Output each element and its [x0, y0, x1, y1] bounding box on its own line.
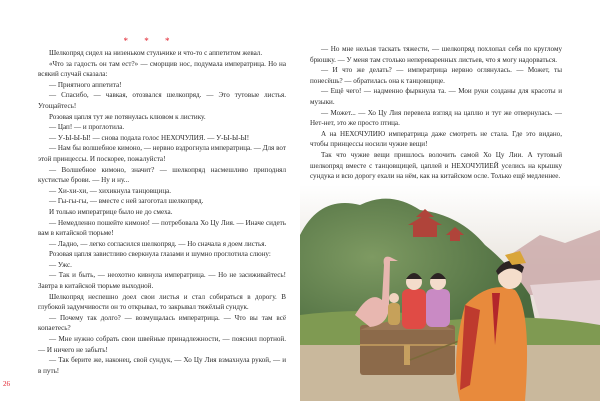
- section-separator: * * *: [123, 36, 177, 46]
- paragraph: — Но мне нельзя таскать тяжести, — шелкопряд похлопал себя по круглому брюшку. — У меня там столько непереваренных листьев, что я могу надорваться.: [310, 45, 562, 64]
- paragraph: — Так берите же, наконец, свой сундук, — Хо Цу Лия взмахнула рукой, — и в путь!: [38, 356, 286, 375]
- illustration-svg: [300, 185, 600, 401]
- paragraph: — Ладно, — легко согласился шелкопряд. — Но сначала я доем листья.: [49, 239, 267, 248]
- paragraph: Шелкопряд неспешно доел свои листья и стал собираться в дорогу. В глубокой задумчивости он то открывал, то закрывал тяжёлый сундук.: [38, 292, 286, 312]
- page-number: 26: [3, 380, 10, 388]
- paragraph: — Хи-хи-хи, — хихикнула танцовщица.: [49, 186, 172, 195]
- paragraph: — Спасибо, — чавкая, отозвался шелкопряд. — Это тутовые листья. Угощайтесь!: [38, 91, 286, 110]
- paragraph: — Ужс.: [49, 260, 72, 269]
- paragraph: — Ещё чего! — надменно фыркнула та. — Мои руки созданы для красоты и музыки.: [310, 87, 562, 106]
- paragraph: — Почему так долго? — возмущалась императрица. — Что вы там всё копаетесь?: [38, 313, 286, 333]
- paragraph: — Немедленно пошейте кимоно! — потребовала Хо Цу Лия. — Иначе сидеть вам в китайской тюрьме!: [38, 218, 286, 238]
- paragraph: А на НЕХОЧУЛИЮ императрица даже смотреть не стала. Где это видано, чтобы принцессы носили чужие вещи!: [310, 129, 562, 149]
- paragraph: — Цап! — и проглотила.: [49, 123, 125, 132]
- paragraph: И только императрице было не до смеха.: [49, 207, 173, 216]
- paragraph: — Нам бы волшебное кимоно, — нервно вздрогнула императрица. — Для вот этой принцессы. И поскорее, пожалуйста!: [38, 144, 286, 163]
- paragraph: Розовая цапля тут же потянулась клювом к листику.: [49, 112, 206, 121]
- paragraph: Так что чужие вещи пришлось волочить самой Хо Цу Лии. А тутовый шелкопряд вместе с танцовщицей, цаплей и НЕХОЧУЛИЕЙ уселись на крышку сундука и всю дорогу ехали на нём, как на китайском осле. Только ещё медленнее.: [310, 150, 562, 181]
- paragraph: — И что же делать? — императрица нервно оглянулась. — Может, ты понесёшь? — обратилась она к танцовщице.: [310, 66, 562, 85]
- silkworm: [388, 293, 400, 325]
- paragraph: — Может... — Хо Цу Лия перевела взгляд на цаплю и тут же отвернулась. — Нет-нет, это же просто птица.: [310, 108, 562, 128]
- paragraph: — Волшебное кимоно, значит? — шелкопряд насмешливо приподнял кустистые брови. — Ну и ну...: [38, 165, 286, 185]
- paragraph: — Мне нужно собрать свои швейные принадлежности, — пояснил портной. — И ничего не забыть!: [38, 335, 286, 354]
- paragraph: — У-Ы-Ы-Ы! — снова подала голос НЕХОЧУЛИЯ. — У-Ы-Ы-Ы!: [49, 133, 250, 142]
- right-page: [300, 0, 600, 411]
- paragraph: — Так и быть, — неохотно кивнула императрица. — Но не засиживайтесь! Завтра в китайской тюрьме выходной.: [38, 271, 286, 291]
- paragraph: «Что за гадость он там ест?» — сморщив нос, подумала императрица. Но на всякий случай сказала:: [38, 59, 286, 79]
- illustration: [300, 185, 600, 401]
- paragraph: — Гы-гы-гы, — вместе с ней загоготал шелкопряд.: [49, 197, 204, 206]
- right-page-text: [310, 44, 562, 182]
- left-page-text: [38, 48, 286, 376]
- paragraph: Розовая цапля завистливо сверкнула глазами и шумно проглотила слюну:: [49, 250, 271, 259]
- paragraph: — Приятного аппетита!: [49, 80, 122, 89]
- paragraph: Шелкопряд сидел на низеньком стульчике и что-то с аппетитом жевал.: [49, 49, 263, 57]
